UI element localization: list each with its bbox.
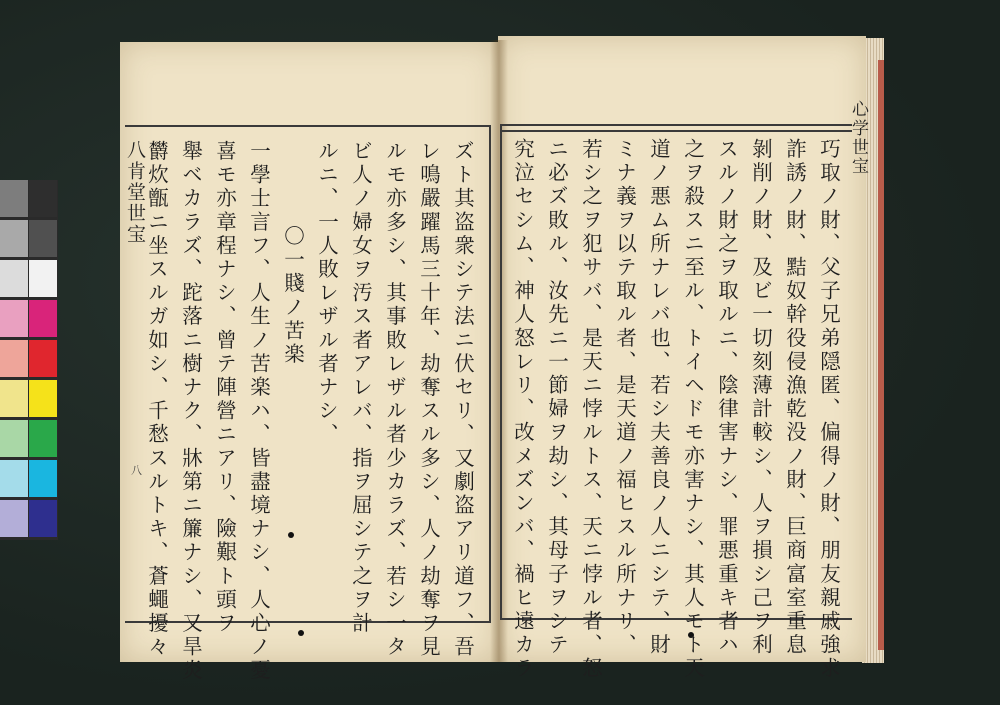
section-heading: 〇一賤ノ苦楽 (280, 225, 305, 367)
page-number: 八 (131, 464, 142, 477)
text-column: 詐誘ノ財、黠奴幹役侵漁乾没ノ財、巨商富室重息 (782, 138, 807, 658)
book-cover-edge (878, 60, 884, 650)
text-column: ルモ亦多シ、其事敗レザル者少カラズ、若シ一タ (382, 140, 407, 660)
text-column: ニ必ズ敗ル、汝先ニ一節婦ヲ劫シ、其母子ヲシテ (544, 138, 569, 658)
text-column: 道ノ悪ム所ナレバ也、若シ夫善良ノ人ニシテ、財 (646, 138, 671, 658)
text-column: 究泣セシム、神人怒レリ、改メズンバ、禍ヒ遠カラ (510, 138, 535, 681)
text-column: ビ人ノ婦女ヲ汚ス者アレバ、指ヲ屈シテ之ヲ計 (348, 140, 373, 636)
text-column: 喜モ亦章程ナシ、曾テ陣營ニアリ、險艱ト頭ヲ (212, 140, 237, 636)
text-column: 剝削ノ財、及ビ一切刻薄計較シ、人ヲ損シ己ヲ利 (748, 138, 773, 658)
text-column: スルノ財之ヲ取ルニ、陰律害ナシ、罪悪重キ者ハ (714, 138, 739, 658)
right-inner-rule (500, 130, 852, 132)
color-calibration-strip (0, 180, 58, 540)
text-column: 欝炊甑ニ坐スルガ如シ、千愁スルトキ、蒼蠅擾々 (144, 140, 169, 660)
text-column: 之ヲ殺スニ至ル、トイヘドモ亦害ナシ、其人モト天 (680, 138, 705, 681)
text-column: ズト其盗衆シテ法ニ伏セリ、又劇盗アリ道フ、吾 (450, 140, 475, 660)
text-column: ミナ義ヲ以テ取ル者、是天道ノ福ヒスル所ナリ、 (612, 138, 637, 658)
text-column: 一學士言フ、人生ノ苦楽ハ、皆盡境ナシ、人心ノ憂 (246, 140, 271, 683)
text-column: ルニ、一人敗レザル者ナシ、 (314, 140, 339, 447)
right-margin-title: 心学世宝 (848, 100, 868, 176)
binding-hole (288, 532, 294, 538)
left-margin-title: 八肯堂世宝 (124, 140, 146, 245)
text-column: 若シ之ヲ犯サバ、是天ニ悖ルトス、天ニ悖ル者、怒 (578, 138, 603, 681)
text-column: 舉ベカラズ、跎落ニ樹ナク、牀第ニ簾ナシ、又旱炎 (178, 140, 203, 683)
text-column: 巧取ノ財、父子兄弟隠匿、偏得ノ財、朋友親戚強求 (816, 138, 841, 681)
text-column: レ鳴嚴躍馬三十年、劫奪スル多シ、人ノ劫奪ヲ見 (416, 140, 441, 660)
binding-hole (298, 630, 304, 636)
